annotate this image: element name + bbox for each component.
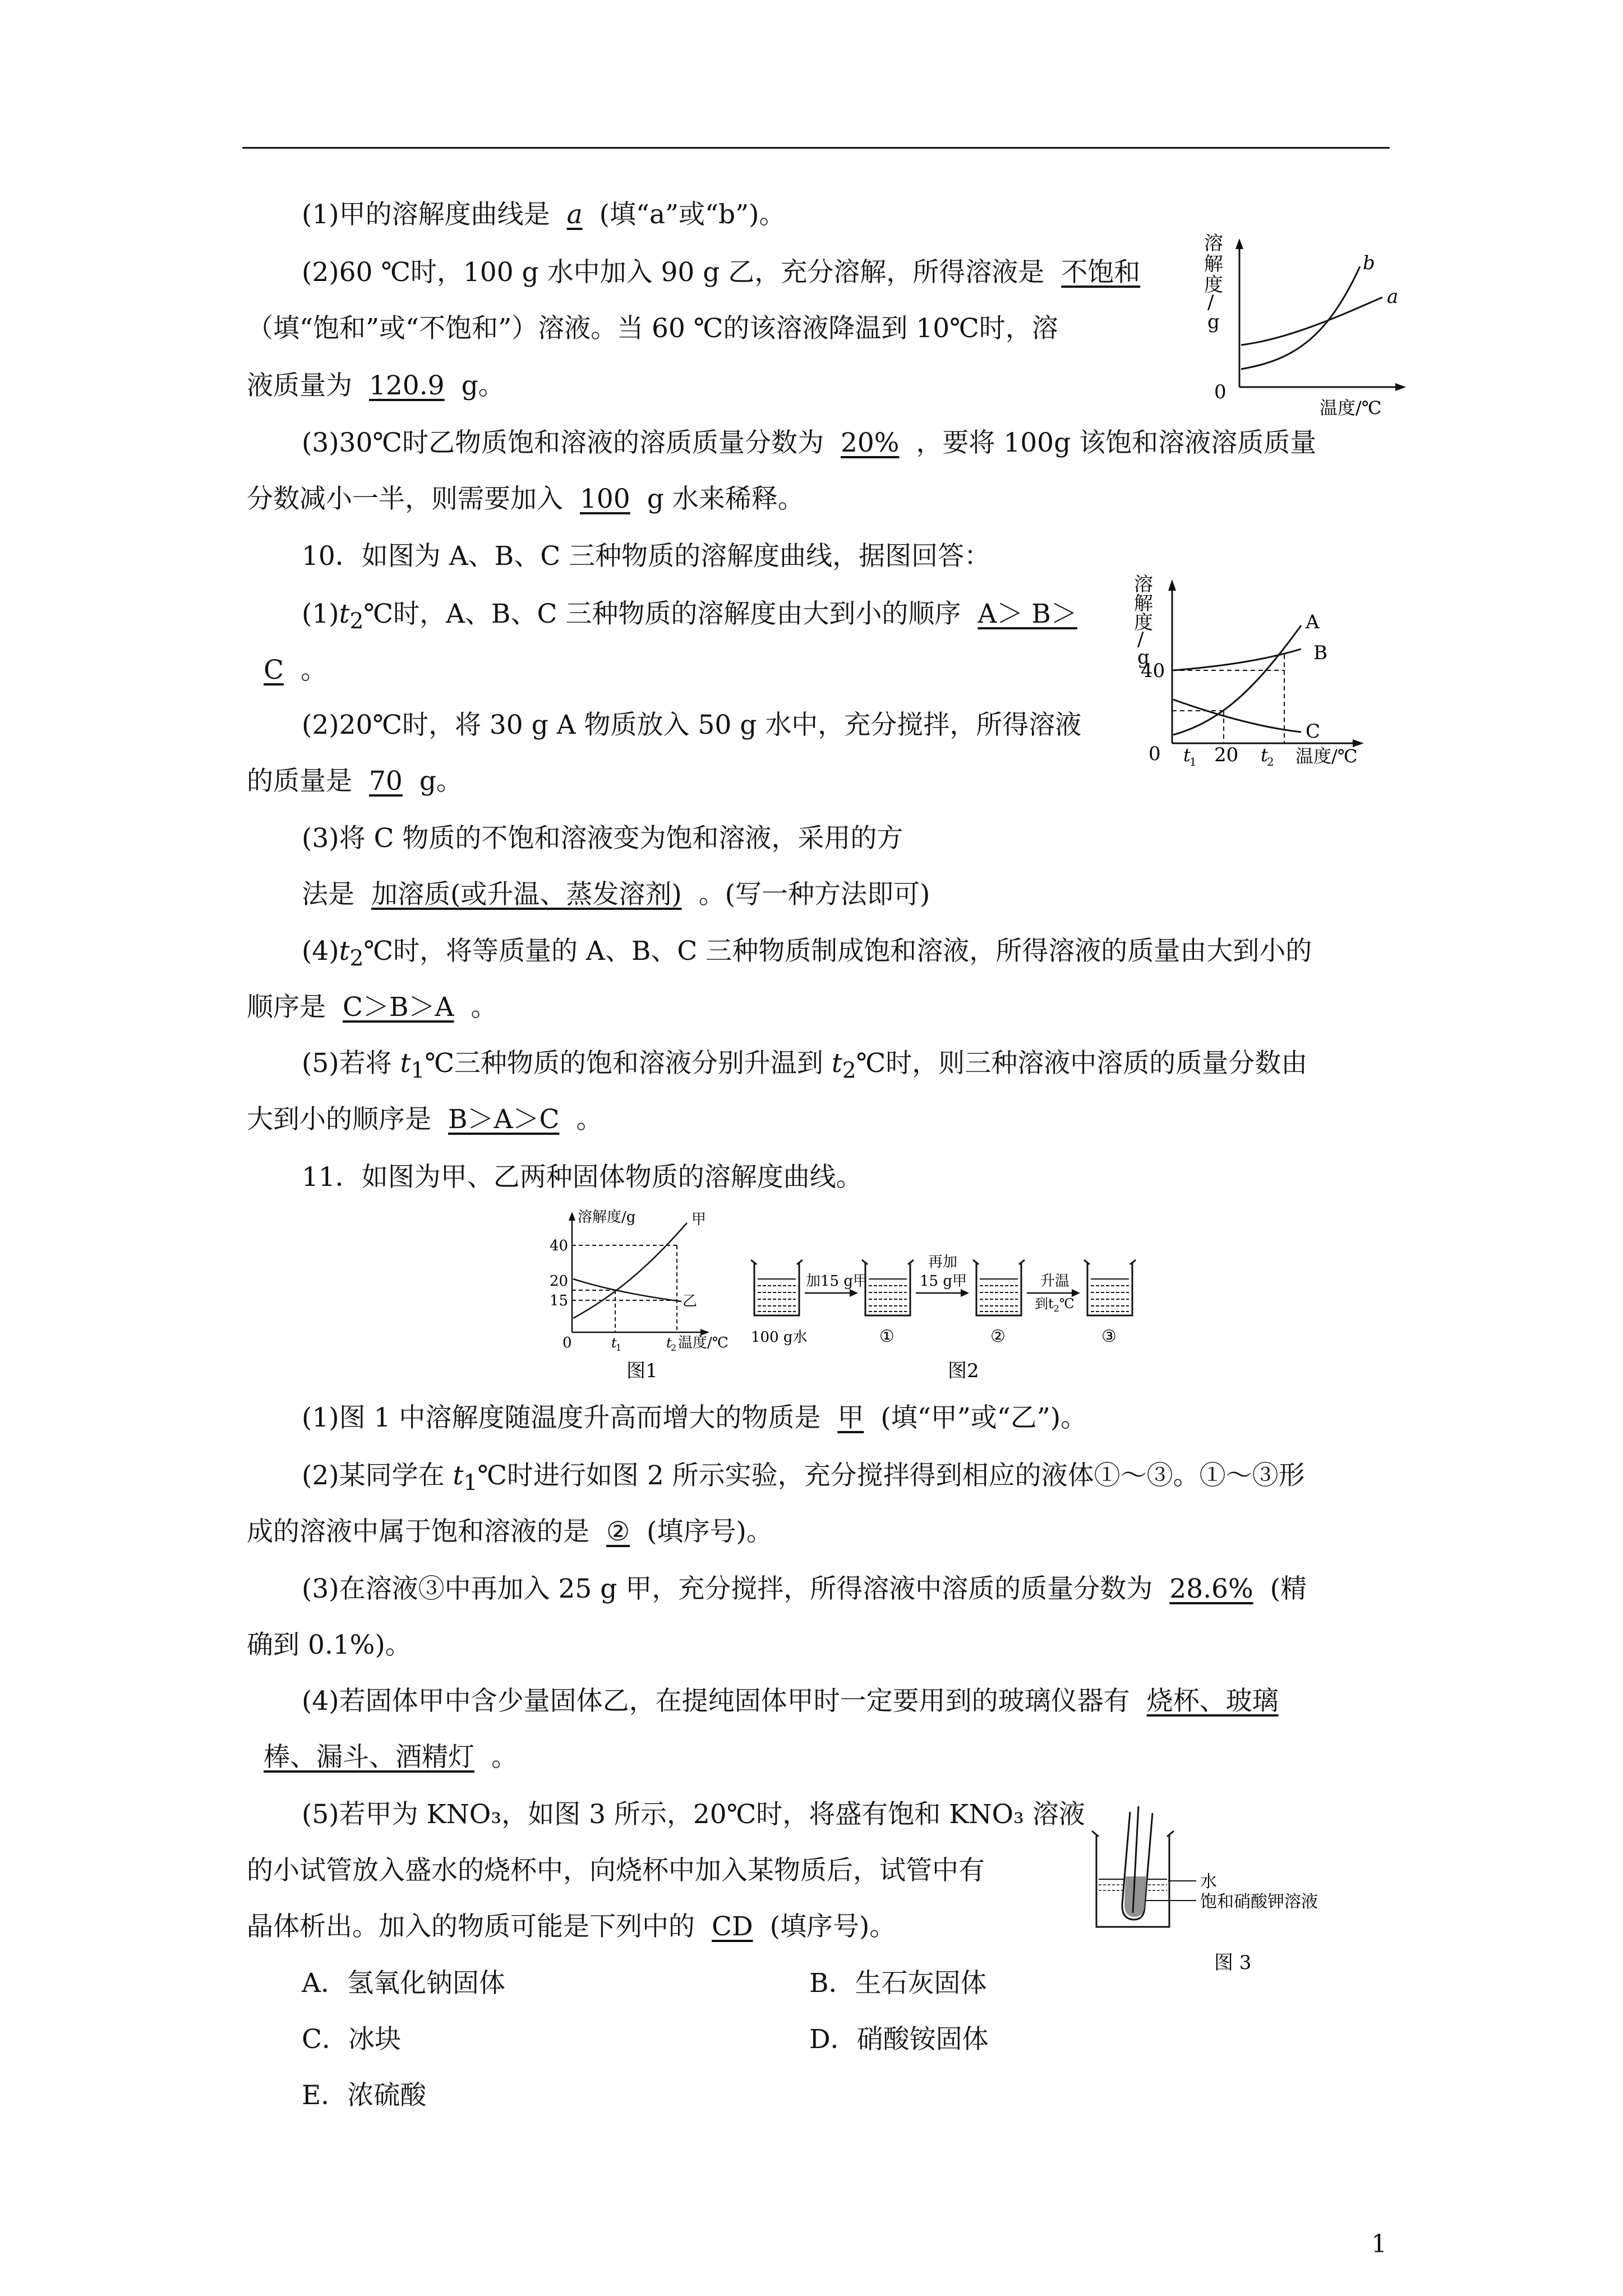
q10-part5-answer: B＞A＞C [448, 1104, 560, 1135]
curve-C-label: C [1306, 720, 1321, 743]
step3-label-b: 到$t_2℃$ [1035, 1296, 1075, 1314]
q10-part2-line1: (2)20℃时，将 30 g A 物质放入 50 g 水中，充分搅拌，所得溶液 [302, 710, 1082, 740]
q9-solubility-graph [1192, 232, 1416, 426]
page-number: 1 [1371, 2230, 1387, 2258]
q10-part1-answer-cont: C [264, 655, 284, 685]
option-d: D．硝酸铵固体 [809, 2024, 989, 2055]
q11-figure3-test-tube [1085, 1806, 1399, 1975]
beaker-1-label: ① [879, 1327, 895, 1346]
q9-part2-mass-answer: 120.9 [369, 370, 445, 401]
q10-part5-line2: 大到小的顺序是 B＞A＞C 。 [247, 1104, 603, 1135]
beaker-3-label: ③ [1101, 1327, 1117, 1346]
q10-solubility-graph [1133, 575, 1413, 783]
q10-part4-line2: 顺序是 C＞B＞A 。 [247, 992, 497, 1023]
svg-text:温度/℃: 温度/℃ [678, 1335, 728, 1351]
curve-b-label: b [1363, 252, 1375, 274]
q9-part3-water-answer: 100 [580, 484, 630, 514]
q11-part2-line1: (2)某同学在 $t_1℃$时进行如图 2 所示实验，充分搅拌得到相应的液体①～③。①～③形 [302, 1460, 1305, 1496]
svg-text:15: 15 [550, 1292, 569, 1309]
test-tube [1122, 1806, 1152, 1920]
q10-part3-line2: 法是 加溶质(或升温、蒸发溶剂) 。(写一种方法即可) [302, 879, 930, 910]
step2-label-b: 15 g甲 [920, 1273, 967, 1290]
svg-text:g: g [1137, 646, 1150, 669]
svg-text:0: 0 [562, 1335, 572, 1351]
curve-B [1173, 649, 1301, 670]
water-label: 水 [1200, 1872, 1217, 1892]
q9-part1: (1)甲的溶解度曲线是 a (填“a”或“b”)。 [302, 199, 786, 230]
q11-part4-line2: 棒、漏斗、酒精灯 。 [247, 1742, 518, 1773]
svg-text:t: t [1183, 744, 1191, 766]
svg-text:1: 1 [616, 1342, 622, 1353]
q9-part3-answer: 20% [840, 427, 900, 458]
q11-part1: (1)图 1 中溶解度随温度升高而增大的物质是 甲 (填“甲”或“乙”)。 [302, 1402, 1087, 1433]
q10-part2-answer: 70 [369, 766, 403, 797]
graph-origin: 0 [1214, 381, 1227, 403]
svg-text:溶解度/g: 溶解度/g [578, 1209, 636, 1226]
q9-part2-line2: （填“饱和”或“不饱和”）溶液。当 60 ℃的该溶液降温到 10℃时，溶 [247, 313, 1058, 344]
q11-part3-line2: 确到 0.1%)。 [247, 1630, 412, 1660]
q10-title: 10．如图为 A、B、C 三种物质的溶解度曲线，据图回答： [302, 541, 991, 572]
q11-part3-answer: 28.6% [1169, 1573, 1253, 1604]
q11-part5-line1: (5)若甲为 KNO₃，如图 3 所示，20℃时，将盛有饱和 KNO₃ 溶液 [302, 1799, 1085, 1830]
graph-ylabel-5: g [1207, 311, 1220, 333]
q11-figure2-experiment [749, 1223, 1158, 1391]
option-e: E．浓硫酸 [302, 2080, 427, 2111]
step2-label-a: 再加 [928, 1254, 958, 1271]
svg-text:t: t [611, 1335, 617, 1351]
svg-text:溶: 溶 [1134, 573, 1153, 596]
svg-text:t: t [666, 1335, 672, 1351]
graph-xlabel: 温度/℃ [1320, 397, 1382, 418]
q11-part5-line2: 的小试管放入盛水的烧杯中，向烧杯中加入某物质后，试管中有 [247, 1855, 985, 1886]
q11-part4-line1: (4)若固体甲中含少量固体乙，在提纯固体甲时一定要用到的玻璃仪器有 烧杯、玻璃 [302, 1686, 1295, 1717]
svg-text:20: 20 [550, 1273, 569, 1290]
curve-b [1241, 266, 1360, 369]
graph-xlabel: 温度/℃ [1295, 746, 1358, 767]
svg-text:2: 2 [671, 1342, 677, 1353]
beaker-0-label: 100 g水 [751, 1329, 808, 1346]
option-a: A．氢氧化钠固体 [302, 1968, 505, 1999]
svg-text:/: / [1137, 628, 1144, 651]
q10-part2-line2: 的质量是 70 g。 [247, 766, 463, 797]
graph-ylabel-2: 解 [1204, 253, 1223, 275]
graph-ylabel-1: 溶 [1204, 232, 1223, 255]
q9-part2-line1: (2)60 ℃时，100 g 水中加入 90 g 乙，充分溶解，所得溶液是 不饱和 [302, 257, 1157, 288]
q10-part3-line1: (3)将 C 物质的不饱和溶液变为饱和溶液，采用的方 [302, 823, 903, 854]
graph-origin: 0 [1149, 743, 1161, 765]
curve-A [1173, 625, 1301, 735]
q10-part3-answer: 加溶质(或升温、蒸发溶剂) [371, 879, 682, 910]
q11-part1-answer: 甲 [837, 1402, 864, 1433]
q9-part3-line1: (3)30℃时乙物质饱和溶液的溶质质量分数为 20% ，要将 100g 该饱和溶液溶质质量 [302, 427, 1317, 458]
option-c: C．冰块 [302, 2024, 401, 2055]
beaker-1 [862, 1260, 914, 1315]
beaker-2 [973, 1260, 1025, 1315]
beaker-2-label: ② [990, 1327, 1006, 1346]
q11-part4-answer-cont: 棒、漏斗、酒精灯 [264, 1742, 474, 1773]
svg-text:度: 度 [1134, 611, 1153, 634]
solution-label: 饱和硝酸钾溶液 [1200, 1892, 1318, 1912]
graph-ylabel-3: 度 [1204, 274, 1223, 296]
q11-title: 11．如图为甲、乙两种固体物质的溶解度曲线。 [302, 1162, 863, 1193]
curve-B-label: B [1313, 642, 1327, 664]
q11-part2-line2: 成的溶液中属于饱和溶液的是 ② (填序号)。 [247, 1516, 773, 1547]
q10-part4-line1: $(4)t_2℃$时，将等质量的 A、B、C 三种物质制成饱和溶液，所得溶液的质量由大到小的 [302, 936, 1312, 972]
q10-part4-answer: C＞B＞A [343, 992, 454, 1023]
graph-ylabel-4: / [1207, 291, 1214, 314]
beaker-3 [1084, 1260, 1136, 1315]
q10-part5-line1: (5)若将 $t_1℃$三种物质的饱和溶液分别升温到 $t_2℃$时，则三种溶液中溶质的质量分数由 [302, 1048, 1308, 1084]
figure1-caption: 图1 [626, 1360, 658, 1382]
q9-part3-line2: 分数减小一半，则需要加入 100 g 水来稀释。 [247, 484, 804, 514]
q11-part5-line3: 晶体析出。加入的物质可能是下列中的 CD (填序号)。 [247, 1911, 896, 1942]
curve-yi-label: 乙 [683, 1293, 698, 1310]
tick-40: 40 [1141, 660, 1165, 682]
tick-20: 20 [1214, 744, 1239, 766]
svg-text:40: 40 [550, 1237, 569, 1254]
q11-part4-answer: 烧杯、玻璃 [1146, 1686, 1279, 1717]
q11-part3-line1: (3)在溶液③中再加入 25 g 甲，充分搅拌，所得溶液中溶质的质量分数为 28.6% (精 [302, 1573, 1307, 1604]
svg-text:t: t [1261, 744, 1268, 766]
beaker-0 [751, 1260, 803, 1315]
svg-text:2: 2 [1267, 755, 1274, 769]
curve-a-label: a [1387, 286, 1399, 308]
svg-text:解: 解 [1134, 592, 1153, 615]
q10-part1-answer: A＞ B＞ [978, 599, 1077, 629]
q11-part2-answer: ② [606, 1516, 630, 1547]
curve-A-label: A [1306, 611, 1320, 633]
step1-label: 加15 g甲 [806, 1273, 868, 1290]
q10-part1-line2: C 。 [247, 655, 327, 686]
curve-jia-label: 甲 [691, 1211, 707, 1228]
q11-figure1-graph [519, 1206, 732, 1391]
header-rule [242, 147, 1390, 149]
option-b: B．生石灰固体 [809, 1968, 987, 1999]
figure3-caption: 图 3 [1214, 1952, 1252, 1974]
q9-part2-answer: 不饱和 [1061, 257, 1141, 288]
step3-label-a: 升温 [1040, 1273, 1070, 1290]
q9-part1-answer: a [566, 199, 583, 230]
svg-text:1: 1 [1189, 755, 1197, 769]
q11-part5-answer: CD [712, 1911, 753, 1942]
figure2-caption: 图2 [948, 1360, 979, 1382]
q9-part2-line3: 液质量为 120.9 g。 [247, 370, 505, 401]
curve-jia [573, 1223, 687, 1318]
q10-part1-line1: $(1)t_2℃$时，A、B、C 三种物质的溶解度由大到小的顺序 A＞ B＞ [302, 599, 1094, 634]
